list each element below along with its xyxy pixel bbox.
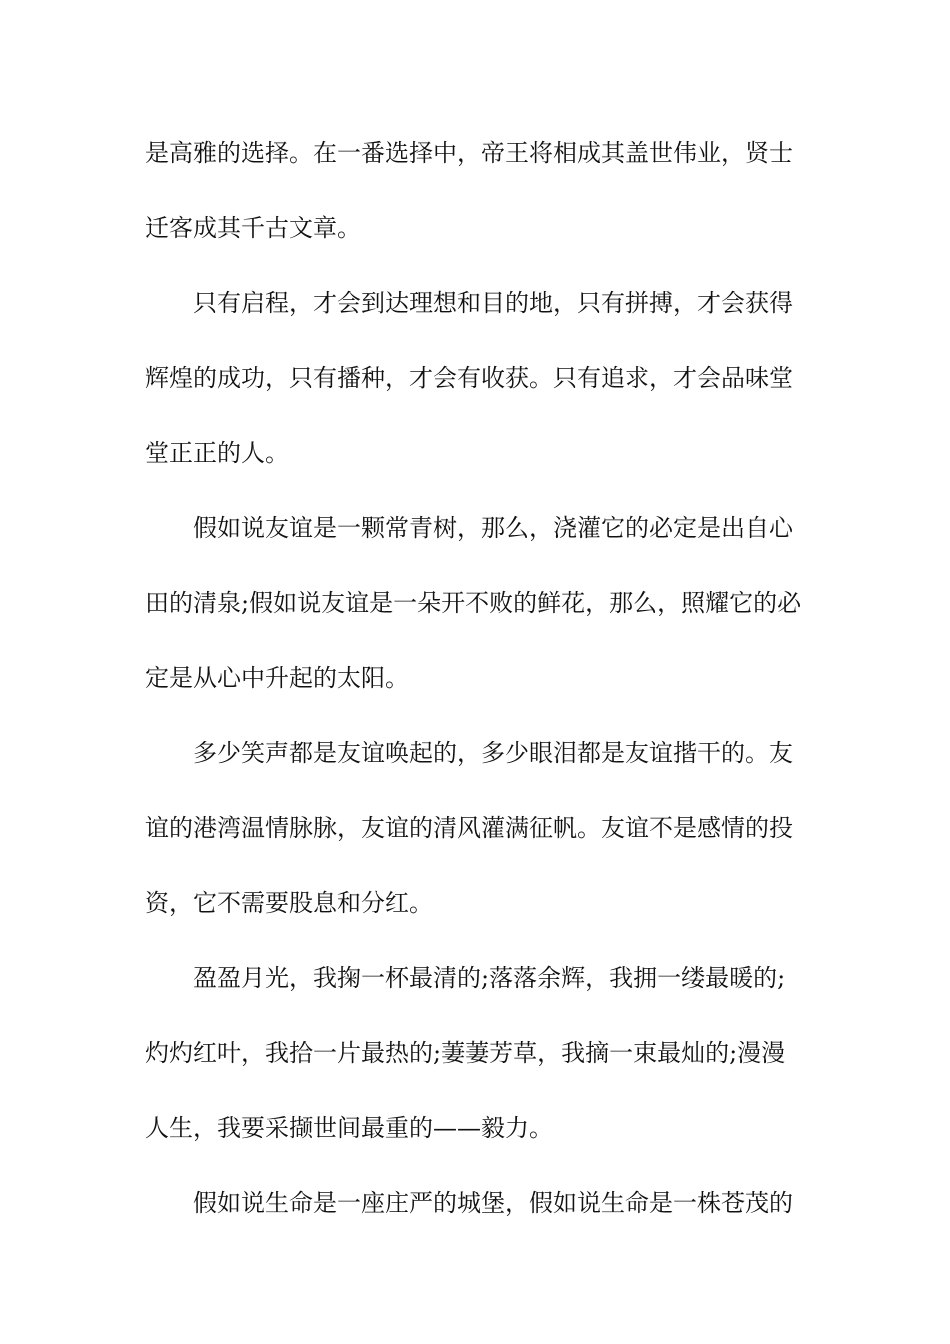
paragraph-start-line: 盈盈月光，我掬一杯最清的;落落余辉，我拥一缕最暖的; — [193, 964, 786, 992]
text-line: 是高雅的选择。在一番选择中，帝王将相成其盖世伟业，贤士 — [145, 139, 793, 167]
paragraph-start-line: 假如说友谊是一颗常青树，那么，浇灌它的必定是出自心 — [193, 514, 793, 542]
paragraph-start-line: 只有启程，才会到达理想和目的地，只有拼搏，才会获得 — [193, 289, 793, 317]
text-line: 辉煌的成功，只有播种，才会有收获。只有追求，才会品味堂 — [145, 364, 793, 392]
text-line: 田的清泉;假如说友谊是一朵开不败的鲜花，那么，照耀它的必 — [145, 589, 802, 617]
document-body — [145, 128, 807, 1253]
text-line: 灼灼红叶，我拾一片最热的;萋萋芳草，我摘一束最灿的;漫漫 — [145, 1039, 786, 1067]
text-line: 资，它不需要股息和分红。 — [145, 889, 433, 917]
text-line: 人生，我要采撷世间最重的——毅力。 — [145, 1114, 553, 1142]
paragraph-start-line: 多少笑声都是友谊唤起的，多少眼泪都是友谊揩干的。友 — [193, 739, 793, 767]
text-line: 谊的港湾温情脉脉，友谊的清风灌满征帆。友谊不是感情的投 — [145, 814, 793, 842]
text-line: 迁客成其千古文章。 — [145, 214, 361, 242]
text-line: 堂正正的人。 — [145, 439, 289, 467]
text-line: 定是从心中升起的太阳。 — [145, 664, 409, 692]
paragraph-start-line: 假如说生命是一座庄严的城堡，假如说生命是一株苍茂的 — [193, 1189, 793, 1217]
